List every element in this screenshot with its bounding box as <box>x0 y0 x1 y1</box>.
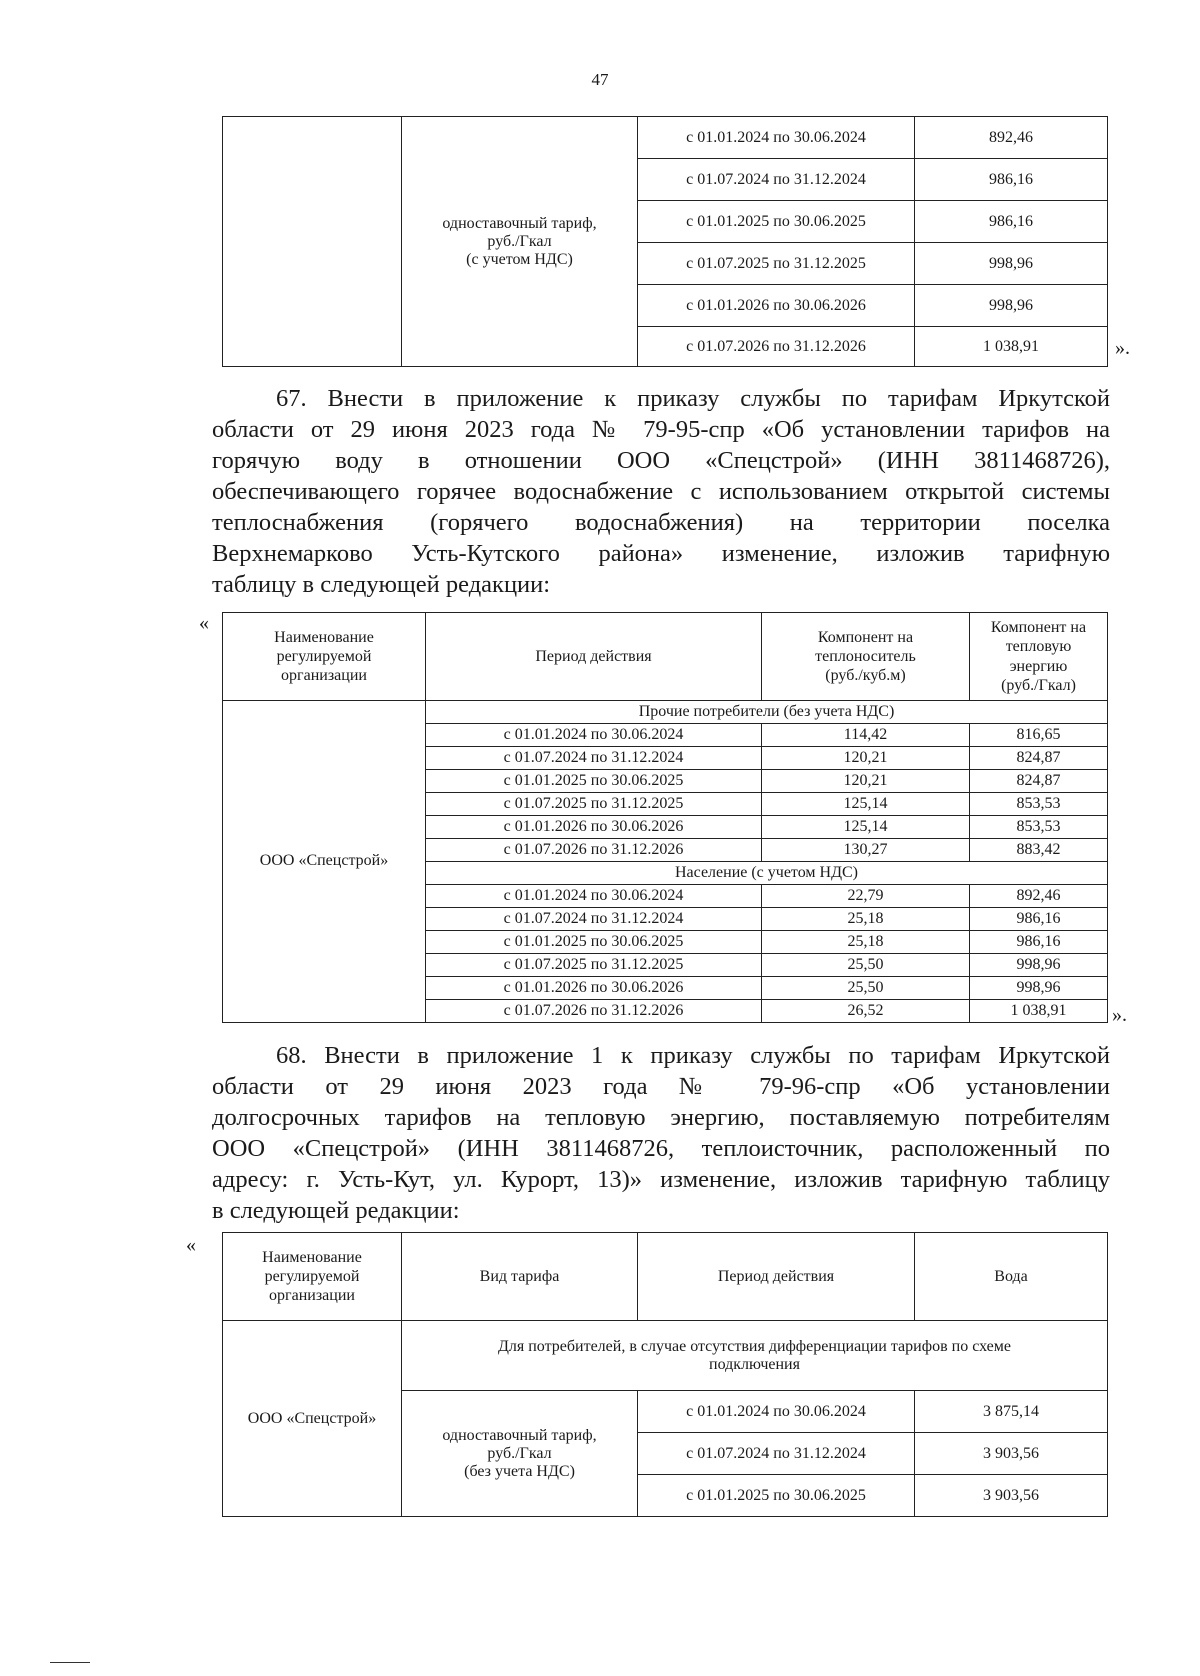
group-title: Население (с учетом НДС) <box>426 862 1108 885</box>
footnote-rule <box>50 1662 90 1663</box>
value-cell: 986,16 <box>915 201 1108 243</box>
group-title: Прочие потребители (без учета НДС) <box>426 701 1108 724</box>
tariff-table-heat <box>222 1232 1108 1517</box>
value-cell: 3 903,56 <box>915 1433 1108 1475</box>
tariff-table-continued <box>222 116 1108 367</box>
header-tariff-type: Вид тарифа <box>402 1233 638 1321</box>
opening-quote: « <box>186 1234 196 1256</box>
header-carrier: Компонент на теплоноситель (руб./куб.м) <box>762 613 970 701</box>
period-cell: с 01.01.2025 по 30.06.2025 <box>638 1475 915 1517</box>
value-cell: 998,96 <box>915 243 1108 285</box>
header-water: Вода <box>915 1233 1108 1321</box>
value-cell: 892,46 <box>915 117 1108 159</box>
header-org: Наименование регулируемой организации <box>223 1233 402 1321</box>
paragraph-67: 67. Внести в приложение к приказу службы по тарифам Иркутской области от 29 июня 2023 года № 79-95-спр «Об установлении тарифов на горячую воду в отношении ООО «Спецстрой» (ИНН 3811468726), обеспечивающего горячее водоснабжение с использованием открытой системы теплоснабжения (горячего водоснабжения) на территории поселка Верхнемарково Усть-Кутского района» изменение, изложив тарифную таблицу в следующей редакции: <box>212 385 1110 598</box>
header-period: Период действия <box>638 1233 915 1321</box>
opening-quote: « <box>199 612 209 634</box>
header-period: Период действия <box>426 613 762 701</box>
period-cell: с 01.07.2024 по 31.12.2024 <box>638 1433 915 1475</box>
org-name: ООО «Спецстрой» <box>223 701 426 1023</box>
period-cell: с 01.01.2026 по 30.06.2026 <box>638 285 915 327</box>
page-number: 47 <box>591 70 609 89</box>
tariff-table-hot-water: Наименование регулируемой организации Период действия Компонент на теплоноситель (руб./куб.м) Компонент на тепловую энергию (руб./Гкал) ООО «Спецстрой» Прочие потребители (без учета НДС) с 01.01.2024 по 30.06.2024 114,42 816,65 с 01.07.2024 по 31.12.2024 120,21 824,87 с 01.01.2025 по 30.06.2025 120,21 824,87 с 01.07.2025 по 31.12.2025 125,14 853,53 с 01.01.2026 по 30.06.2026 125,14 853,53 с 01.07.2026 по 31.12.2026 130,27 883,42 Население (с учетом НДС) с 01.01.2024 по 30.06.2024 22,79 892,46 с 01.07.2024 по 31.12.2024 25,18 986,16 с 01.01.2025 по 30.06.2025 25,18 986,16 с 01.07.2025 по 31.12.2025 25,50 998,96 с 01.01.2026 по 30.06.2026 25,50 998,96 с 01.07.2026 по 31.12.2026 26,52 1 038,91 <box>222 612 1108 1023</box>
closing-quote: ». <box>1112 1004 1127 1026</box>
period-cell: с 01.01.2025 по 30.06.2025 <box>638 201 915 243</box>
header-org: Наименование регулируемой организации <box>223 613 426 701</box>
header-energy: Компонент на тепловую энергию (руб./Гкал) <box>970 613 1108 701</box>
closing-quote: ». <box>1115 337 1130 359</box>
period-cell: с 01.01.2024 по 30.06.2024 <box>638 117 915 159</box>
org-cell <box>223 117 402 367</box>
value-cell: 986,16 <box>915 159 1108 201</box>
value-cell: 3 875,14 <box>915 1391 1108 1433</box>
group-title: Для потребителей, в случае отсутствия дифференциации тарифов по схеме подключения <box>402 1321 1108 1391</box>
period-cell: с 01.07.2024 по 31.12.2024 <box>638 159 915 201</box>
value-cell: 1 038,91 <box>915 327 1108 367</box>
period-cell: с 01.01.2024 по 30.06.2024 <box>638 1391 915 1433</box>
org-name: ООО «Спецстрой» <box>223 1321 402 1517</box>
paragraph-68: 68. Внести в приложение 1 к приказу службы по тарифам Иркутской области от 29 июня 2023 года № 79-96-спр «Об установлении долгосрочных тарифов на тепловую энергию, поставляемую потребителям ООО «Спецстрой» (ИНН 3811468726, теплоисточник, расположенный по адресу: г. Усть-Кут, ул. Курорт, 13)» изменение, изложив тарифную таблицу в следующей редакции: <box>212 1042 1110 1224</box>
period-cell: с 01.07.2025 по 31.12.2025 <box>638 243 915 285</box>
tariff-type-cell: одноставочный тариф, руб./Гкал (без учета НДС) <box>402 1391 638 1517</box>
value-cell: 998,96 <box>915 285 1108 327</box>
tariff-type-cell: одноставочный тариф, руб./Гкал (с учетом НДС) <box>402 117 638 367</box>
value-cell: 3 903,56 <box>915 1475 1108 1517</box>
period-cell: с 01.07.2026 по 31.12.2026 <box>638 327 915 367</box>
